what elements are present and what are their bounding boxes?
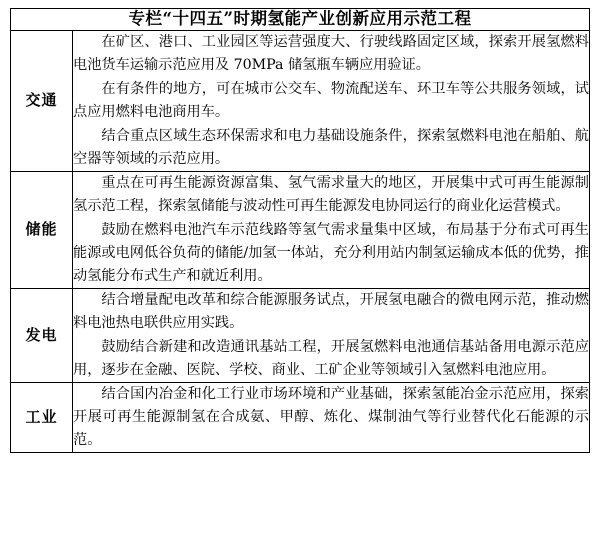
row-label-power: 发电 bbox=[11, 288, 73, 382]
table-row bbox=[11, 171, 590, 288]
table-row bbox=[11, 382, 590, 452]
row-content-power bbox=[73, 288, 590, 382]
paragraph: 鼓励在燃料电池汽车示范线路等氢气需求量集中区域，布局基于分布式可再生能源或电网低谷负荷的储能/加氢一体站，充分利用站内制氢运输成本低的优势，推动氢能分布式生产和就近利用。 bbox=[73, 221, 589, 284]
row-label-storage: 储能 bbox=[11, 171, 73, 288]
row-label-transport: 交通 bbox=[11, 30, 73, 171]
paragraph: 结合重点区域生态环保需求和电力基础设施条件，探索氢燃料电池在船舶、航空器等领域的示范应用。 bbox=[73, 127, 589, 167]
paragraph: 在矿区、港口、工业园区等运营强度大、行驶线路固定区域，探索开展氢燃料电池货车运输示范应用及 70MPa 储氢瓶车辆应用验证。 bbox=[73, 33, 589, 73]
row-content-storage bbox=[73, 171, 590, 288]
table-row bbox=[11, 30, 590, 171]
paragraph: 重点在可再生能源资源富集、氢气需求量大的地区，开展集中式可再生能源制氢示范工程，探索氢储能与波动性可再生能源发电协同运行的商业化运营模式。 bbox=[73, 174, 589, 214]
paragraph: 鼓励结合新建和改造通讯基站工程，开展氢燃料电池通信基站备用电源示范应用，逐步在金融、医院、学校、商业、工矿企业等领域引入氢燃料电池应用。 bbox=[73, 338, 589, 378]
row-label-industry: 工业 bbox=[11, 382, 73, 452]
table-title: 专栏“十四五”时期氢能产业创新应用示范工程 bbox=[11, 9, 590, 31]
feature-column-table bbox=[10, 8, 590, 453]
table-title-row bbox=[11, 9, 590, 31]
table-row bbox=[11, 288, 590, 382]
row-content-industry bbox=[73, 382, 590, 452]
paragraph: 结合国内冶金和化工行业市场环境和产业基础，探索氢能冶金示范应用，探索开展可再生能源制氢在合成氨、甲醇、炼化、煤制油气等行业替代化石能源的示范。 bbox=[73, 385, 589, 448]
paragraph: 结合增量配电改革和综合能源服务试点，开展氢电融合的微电网示范，推动燃料电池热电联供应用实践。 bbox=[73, 291, 589, 331]
row-content-transport bbox=[73, 30, 590, 171]
paragraph: 在有条件的地方，可在城市公交车、物流配送车、环卫车等公共服务领域，试点应用燃料电池商用车。 bbox=[73, 80, 589, 120]
